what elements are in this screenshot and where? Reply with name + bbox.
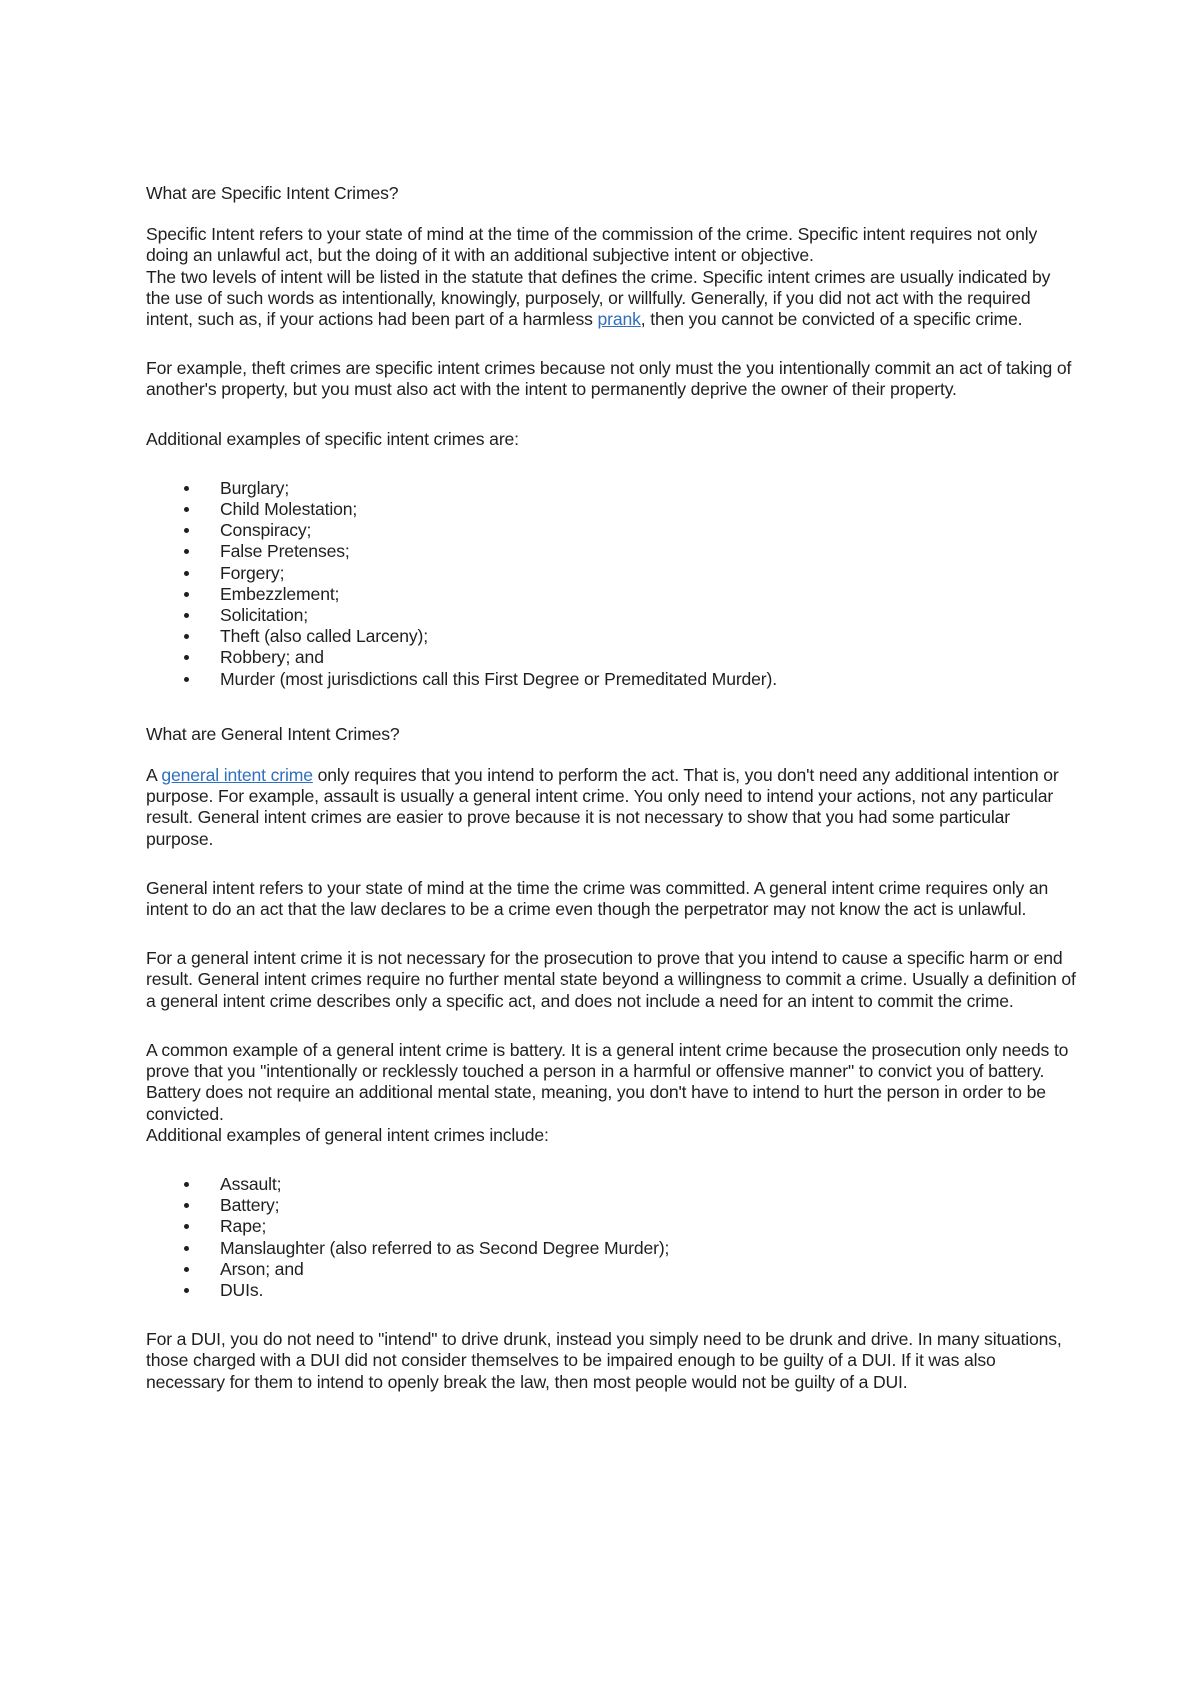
list-item: Theft (also called Larceny); [146,626,1076,647]
list-item: Solicitation; [146,605,1076,626]
list-item: Burglary; [146,478,1076,499]
specific-intent-paragraph-1: Specific Intent refers to your state of mind at the time of the commission of the crime. Specific intent requires not only doing an unlawful act, but the doing of it with an additional subjective intent or objective. [146,224,1038,266]
list-item: Battery; [146,1195,1076,1216]
list-item: Embezzlement; [146,584,1076,605]
prank-link[interactable]: prank [597,309,641,330]
general-intent-crime-list [146,1174,1076,1301]
general-intent-paragraph-2: General intent refers to your state of mind at the time the crime was committed. A general intent crime requires only an intent to do an act that the law declares to be a crime even though the perpetrator may not know the act is unlawful. [146,877,1049,920]
paragraph-text: The two levels of intent will be listed in the statute that defines the crime. Specific intent crimes are usually indicated by the use of such words as intentionally, knowingly, purposely, or willfully. Generally, if you did not act with the required intent, such as, if your actions had been part of a harmless [146,266,1051,330]
list-item: Manslaughter (also referred to as Second Degree Murder); [146,1238,1076,1259]
list-item: Assault; [146,1174,1076,1195]
general-intent-paragraph-3: For a general intent crime it is not necessary for the prosecution to prove that you intend to cause a specific harm or end result. General intent crimes require no further mental state beyond a willingness to commit a crime. Usually a definition of a general intent crime describes only a specific act, and does not include a need for an intent to commit the crime. [146,948,1076,1011]
general-intent-heading: What are General Intent Crimes? [146,723,400,744]
list-item: False Pretenses; [146,541,1076,562]
paragraph-text: A [146,765,162,786]
general-intent-crime-link[interactable]: general intent crime [161,765,313,786]
specific-intent-paragraph-4: Additional examples of specific intent crimes are: [146,428,519,449]
general-intent-paragraph-4: A common example of a general intent crime is battery. It is a general intent crime because the prosecution only needs to prove that you "intentionally or recklessly touched a person in a harmful or offensive manner" to convict you of battery. Battery does not require an additional mental state, meaning, you don't have to intend to hurt the person in order to be convicted. [146,1039,1069,1124]
general-intent-paragraph-1 [146,765,1076,850]
specific-intent-crime-list [146,478,1076,690]
general-intent-paragraph-6: For a DUI, you do not need to "intend" to drive drunk, instead you simply need to be drunk and drive. In many situations, those charged with a DUI did not consider themselves to be impaired enough to be guilty of a DUI. If it was also necessary for them to intend to openly break the law, then most people would not be guilty of a DUI. [146,1329,1062,1392]
paragraph-text: , then you cannot be convicted of a specific crime. [640,309,1023,330]
list-item: Robbery; and [146,647,1076,668]
list-item: DUIs. [146,1280,1076,1301]
general-intent-paragraph-5: Additional examples of general intent crimes include: [146,1124,549,1145]
list-item: Rape; [146,1216,1076,1237]
specific-intent-paragraph-2 [146,267,1076,331]
specific-intent-heading: What are Specific Intent Crimes? [146,183,399,203]
list-item: Murder (most jurisdictions call this First Degree or Premeditated Murder). [146,669,1076,690]
specific-intent-paragraph-3: For example, theft crimes are specific intent crimes because not only must the you intentionally commit an act of taking of another's property, but you must also act with the intent to permanently deprive the owner of their property. [146,358,1072,400]
list-item: Forgery; [146,563,1076,584]
document-page [146,183,1076,1393]
list-item: Conspiracy; [146,520,1076,541]
list-item: Child Molestation; [146,499,1076,520]
list-item: Arson; and [146,1259,1076,1280]
paragraph-text: only requires that you intend to perform the act. That is, you don't need any additional intention or purpose. For example, assault is usually a general intent crime. You only need to intend your actions, not any particular result. General intent crimes are easier to prove because it is not necessary to show that you had some particular purpose. [146,765,1059,849]
